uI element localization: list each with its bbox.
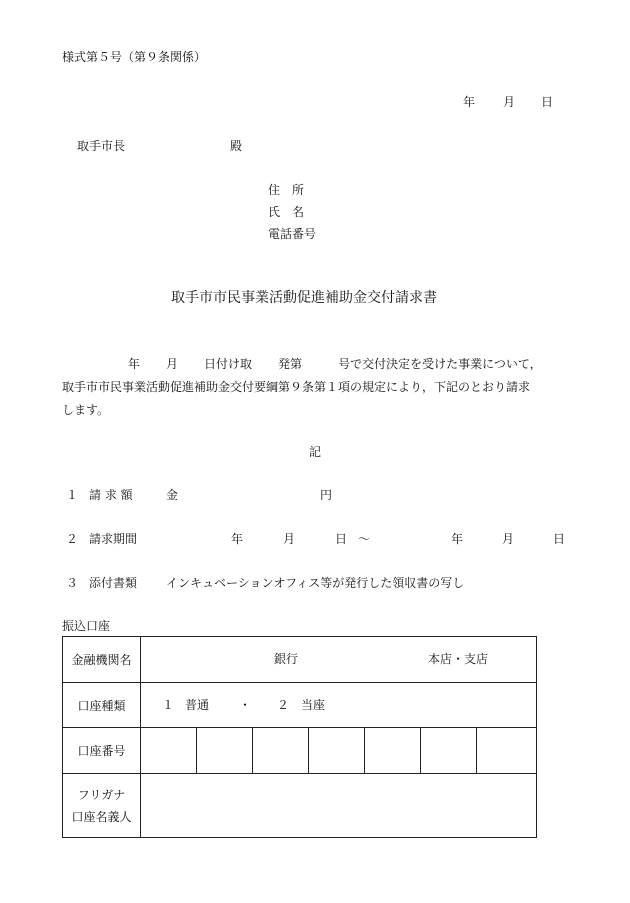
date-year: 年 [463, 95, 476, 109]
account-type-row [63, 683, 537, 728]
account-digit-2[interactable] [197, 728, 253, 774]
bank-table [62, 636, 537, 838]
institution-label: 金融機関名 [63, 637, 141, 683]
account-digit-4[interactable] [309, 728, 365, 774]
option-separator: ・ [239, 698, 252, 712]
furigana-label: フリガナ [77, 787, 126, 802]
body-hatsu: 発第 [278, 357, 303, 371]
item2-month: 月 [283, 532, 296, 546]
document-title: 取手市市民事業活動促進補助金交付請求書 [171, 290, 437, 306]
institution-row [63, 637, 537, 683]
account-digit-6[interactable] [421, 728, 477, 774]
account-digit-3[interactable] [253, 728, 309, 774]
item3-number: ３ [66, 576, 79, 590]
holder-cell[interactable] [141, 774, 537, 838]
account-type-cell[interactable] [141, 683, 537, 728]
opt1-number: １ [162, 698, 175, 712]
item2-day2: 日 [553, 532, 566, 546]
item2-tilde: ～ [358, 532, 371, 546]
body-line-1 [62, 353, 570, 376]
body-line-2: 取手市市民事業活動促進補助金交付要綱第９条第１項の規定により，下記のとおり請求 [62, 380, 531, 394]
address-label: 住 所 [268, 183, 305, 197]
opt1-futsu[interactable]: 普通 [185, 698, 210, 712]
body-day-ref: 日付け取 [204, 357, 253, 371]
opt2-number: ２ [277, 698, 290, 712]
item2-year2: 年 [451, 532, 464, 546]
institution-cell[interactable] [141, 637, 537, 683]
bank-word: 銀行 [274, 652, 299, 666]
branch-word: 本店・支店 [428, 652, 489, 666]
item1-kin: 金 [166, 488, 179, 502]
item3-label: 添付書類 [89, 576, 138, 590]
form-number: 様式第５号（第９条関係） [62, 50, 207, 64]
item3-content: インキュベーションオフィス等が発行した領収書の写し [166, 576, 465, 590]
phone-label: 電話番号 [268, 227, 317, 241]
body-line1-rest: 号で交付決定を受けた事業について， [338, 357, 542, 371]
body-paragraph [62, 353, 570, 422]
holder-label: 口座名義人 [71, 809, 132, 824]
account-type-label: 口座種類 [63, 683, 141, 728]
ki-marker: 記 [309, 445, 322, 459]
addressee-honorific: 殿 [230, 139, 243, 153]
account-number-label: 口座番号 [63, 728, 141, 774]
item1-number: １ [66, 488, 79, 502]
date-day: 日 [541, 95, 554, 109]
addressee-name: 取手市長 [77, 139, 126, 153]
item2-day: 日 [335, 532, 348, 546]
body-line-3: します。 [62, 403, 110, 417]
opt2-touza[interactable]: 当座 [301, 698, 326, 712]
holder-label-cell [63, 774, 141, 838]
holder-row [63, 774, 537, 838]
item1-yen: 円 [320, 488, 333, 502]
item1-label: 請 求 額 [89, 488, 133, 502]
account-digit-5[interactable] [365, 728, 421, 774]
account-digit-7[interactable] [477, 728, 537, 774]
item2-label: 請求期間 [89, 532, 138, 546]
item2-number: ２ [66, 532, 79, 546]
item2-month2: 月 [502, 532, 515, 546]
date-month: 月 [503, 95, 516, 109]
bank-heading: 振込口座 [62, 619, 111, 633]
name-label: 氏 名 [268, 205, 305, 219]
account-digit-1[interactable] [141, 728, 197, 774]
body-month: 月 [166, 357, 179, 371]
account-number-row [63, 728, 537, 774]
body-year: 年 [128, 357, 141, 371]
item2-year: 年 [231, 532, 244, 546]
